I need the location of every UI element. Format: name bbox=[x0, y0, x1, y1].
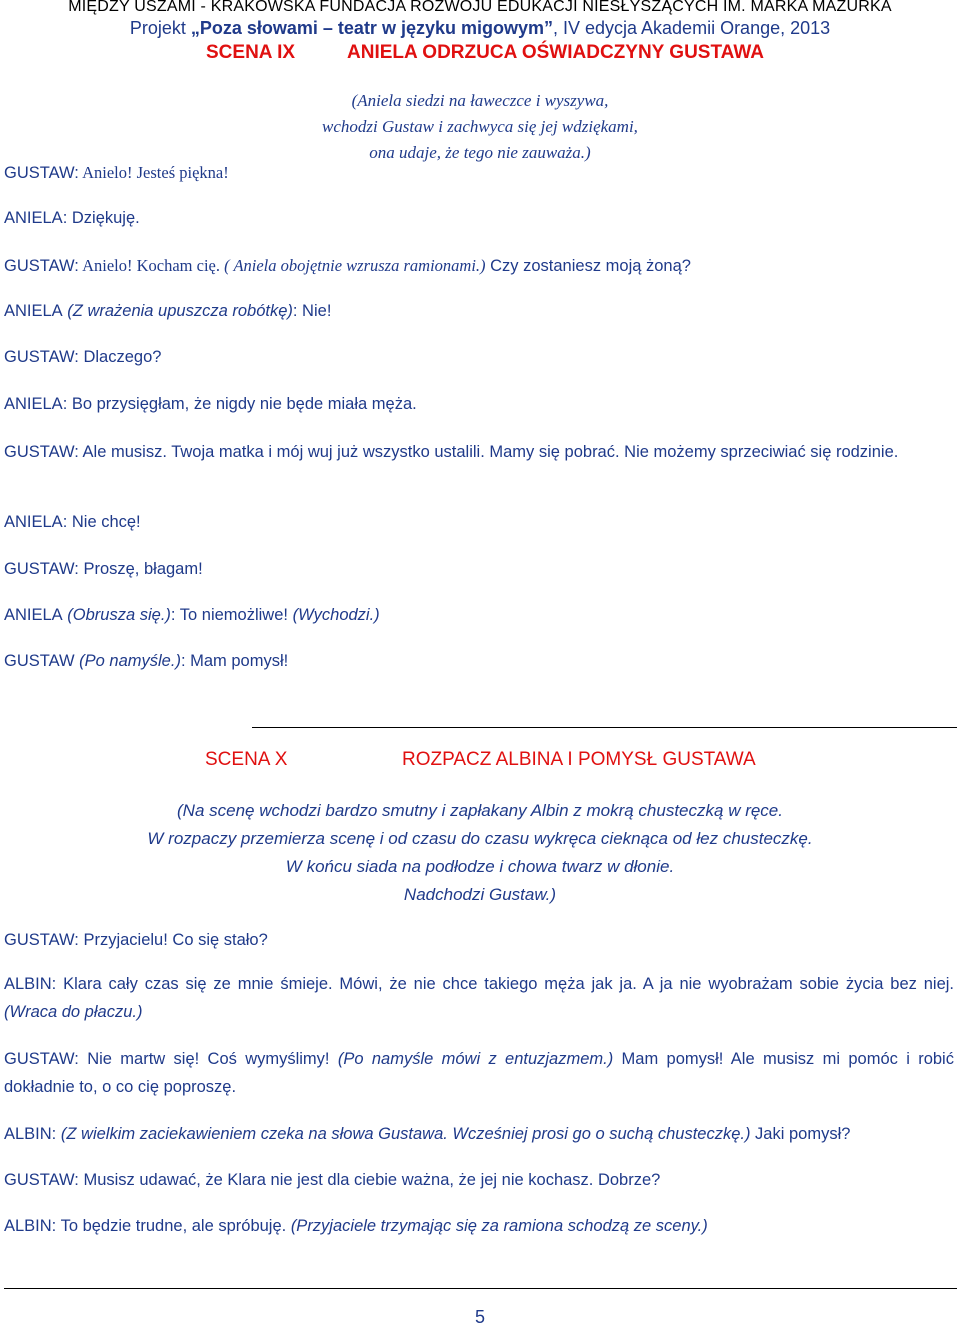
speaker: ALBIN: bbox=[4, 1125, 57, 1143]
dialogue-text: Bo przysięgłam, że nigdy nie będe miała męża. bbox=[67, 395, 417, 413]
speaker: ANIELA bbox=[4, 606, 63, 624]
stage-note: (Wychodzi.) bbox=[292, 606, 380, 624]
speaker: ANIELA: bbox=[4, 513, 68, 531]
dialogue-paragraph bbox=[4, 1166, 954, 1194]
stage-line: Nadchodzi Gustaw.) bbox=[403, 885, 557, 904]
dialogue-line bbox=[4, 163, 229, 183]
foundation-header: MIĘDZY USZAMI - KRAKOWSKA FUNDACJA ROZWOJU EDUKACJI NIESŁYSZĄCYCH IM. MARKA MAZURKA bbox=[68, 0, 892, 15]
dialogue-text: Dlaczego? bbox=[78, 348, 162, 366]
speaker: ALBIN: bbox=[4, 975, 57, 993]
stage-note: (Po namyśle mówi z entuzjazmem.) bbox=[337, 1050, 614, 1068]
stage-note: (Po namyśle.) bbox=[74, 652, 181, 670]
speaker: GUSTAW: bbox=[4, 1050, 79, 1068]
page-number: 5 bbox=[474, 1307, 485, 1327]
speaker: GUSTAW bbox=[4, 652, 75, 670]
stage-line: (Aniela siedzi na ławeczce i wyszywa, bbox=[351, 91, 609, 110]
stage-note: ( Aniela obojętnie wzrusza ramionami.) bbox=[224, 256, 486, 275]
dialogue-text: Jaki pomysł? bbox=[750, 1125, 851, 1143]
speaker: GUSTAW: bbox=[4, 257, 79, 275]
project-prefix: Projekt bbox=[129, 18, 191, 38]
stage-direction bbox=[0, 797, 960, 909]
stage-note: (Obrusza się.) bbox=[62, 606, 171, 624]
dialogue-text: Musisz udawać, że Klara nie jest dla ciebie ważna, że jej nie kochasz. Dobrze? bbox=[78, 1171, 661, 1189]
dialogue-paragraph bbox=[4, 926, 954, 954]
dialogue-text: Anielo! Kocham cię. bbox=[78, 256, 225, 275]
dialogue-paragraph bbox=[4, 1212, 954, 1240]
stage-note: (Z wrażenia upuszcza robótkę) bbox=[62, 302, 293, 320]
stage-line: W końcu siada na podłodze i chowa twarz w dłonie. bbox=[285, 857, 675, 876]
dialogue-text: Nie martw się! Coś wymyślimy! bbox=[78, 1050, 338, 1068]
dialogue-line bbox=[4, 302, 331, 321]
dialogue-text: Przyjacielu! Co się stało? bbox=[78, 931, 268, 949]
speaker: GUSTAW: bbox=[4, 443, 79, 461]
dialogue-line bbox=[4, 652, 288, 671]
project-header bbox=[0, 18, 960, 39]
stage-note: (Z wielkim zaciekawieniem czeka na słowa Gustawa. Wcześniej prosi go o suchą chusteczkę.) bbox=[56, 1125, 751, 1143]
dialogue-line bbox=[4, 395, 417, 414]
dialogue-text: Mam pomysł! Ale musisz mi pomóc i robić dokładnie to, o co cię poproszę. bbox=[4, 1050, 954, 1096]
stage-line: ona udaje, że tego nie zauważa.) bbox=[369, 143, 591, 162]
scene-label: SCENA X bbox=[205, 749, 288, 770]
speaker: GUSTAW: bbox=[4, 348, 79, 366]
dialogue-paragraph bbox=[4, 438, 954, 466]
speaker: GUSTAW: bbox=[4, 560, 79, 578]
dialogue-paragraph bbox=[4, 1120, 954, 1148]
stage-note: (Wraca do płaczu.) bbox=[4, 1003, 143, 1021]
dialogue-line bbox=[4, 560, 203, 579]
dialogue-text: Czy zostaniesz moją żoną? bbox=[485, 257, 691, 275]
dialogue-line bbox=[4, 606, 380, 625]
dialogue-line bbox=[4, 256, 691, 276]
scene-title: ANIELA ODRZUCA OŚWIADCZYNY GUSTAWA bbox=[347, 42, 764, 63]
speaker: ANIELA: bbox=[4, 209, 68, 227]
dialogue-paragraph bbox=[4, 1045, 954, 1101]
speaker: ALBIN: bbox=[4, 1217, 57, 1235]
section-divider bbox=[252, 727, 957, 728]
dialogue-text: To będzie trudne, ale spróbuję. bbox=[56, 1217, 291, 1235]
speaker: GUSTAW: bbox=[4, 1171, 79, 1189]
speaker: GUSTAW: bbox=[4, 931, 79, 949]
project-suffix: , IV edycja Akademii Orange, 2013 bbox=[552, 18, 831, 38]
dialogue-text: Proszę, błagam! bbox=[78, 560, 203, 578]
project-title: „Poza słowami – teatr w języku migowym” bbox=[190, 18, 553, 38]
dialogue-line bbox=[4, 348, 161, 367]
stage-direction bbox=[0, 88, 960, 166]
dialogue-text: Nie chcę! bbox=[67, 513, 141, 531]
dialogue-line bbox=[4, 513, 141, 532]
stage-note: (Przyjaciele trzymając się za ramiona schodzą ze sceny.) bbox=[290, 1217, 708, 1235]
stage-line: wchodzi Gustaw i zachwyca się jej wdziękami, bbox=[322, 117, 638, 136]
dialogue-text: Dziękuję. bbox=[67, 209, 140, 227]
stage-line: W rozpaczy przemierza scenę i od czasu do czasu wykręca cieknąca od łez chusteczkę. bbox=[147, 829, 813, 848]
speaker: ANIELA bbox=[4, 302, 63, 320]
dialogue-text: : Nie! bbox=[292, 302, 332, 320]
speaker: GUSTAW: bbox=[4, 164, 79, 182]
scene-title: ROZPACZ ALBINA I POMYSŁ GUSTAWA bbox=[402, 749, 756, 770]
speaker: ANIELA: bbox=[4, 395, 68, 413]
dialogue-text: Ale musisz. Twoja matka i mój wuj już wszystko ustalili. Mamy się pobrać. Nie możemy sprzeciwiać się rodzinie. bbox=[78, 443, 899, 461]
dialogue-line bbox=[4, 209, 140, 228]
dialogue-paragraph bbox=[4, 970, 954, 1026]
footer-divider bbox=[4, 1288, 957, 1289]
dialogue-text: Klara cały czas się ze mnie śmieje. Mówi, że nie chce takiego męża jak ja. A ja nie wyobrażam sobie życia bez niej. bbox=[56, 975, 954, 993]
scene-label: SCENA IX bbox=[206, 42, 296, 63]
stage-line: (Na scenę wchodzi bardzo smutny i zapłakany Albin z mokrą chusteczką w ręce. bbox=[177, 801, 783, 820]
dialogue-text: : Mam pomysł! bbox=[180, 652, 289, 670]
dialogue-text: : To niemożliwe! bbox=[170, 606, 293, 624]
dialogue-text: Anielo! Jesteś piękna! bbox=[78, 163, 229, 182]
